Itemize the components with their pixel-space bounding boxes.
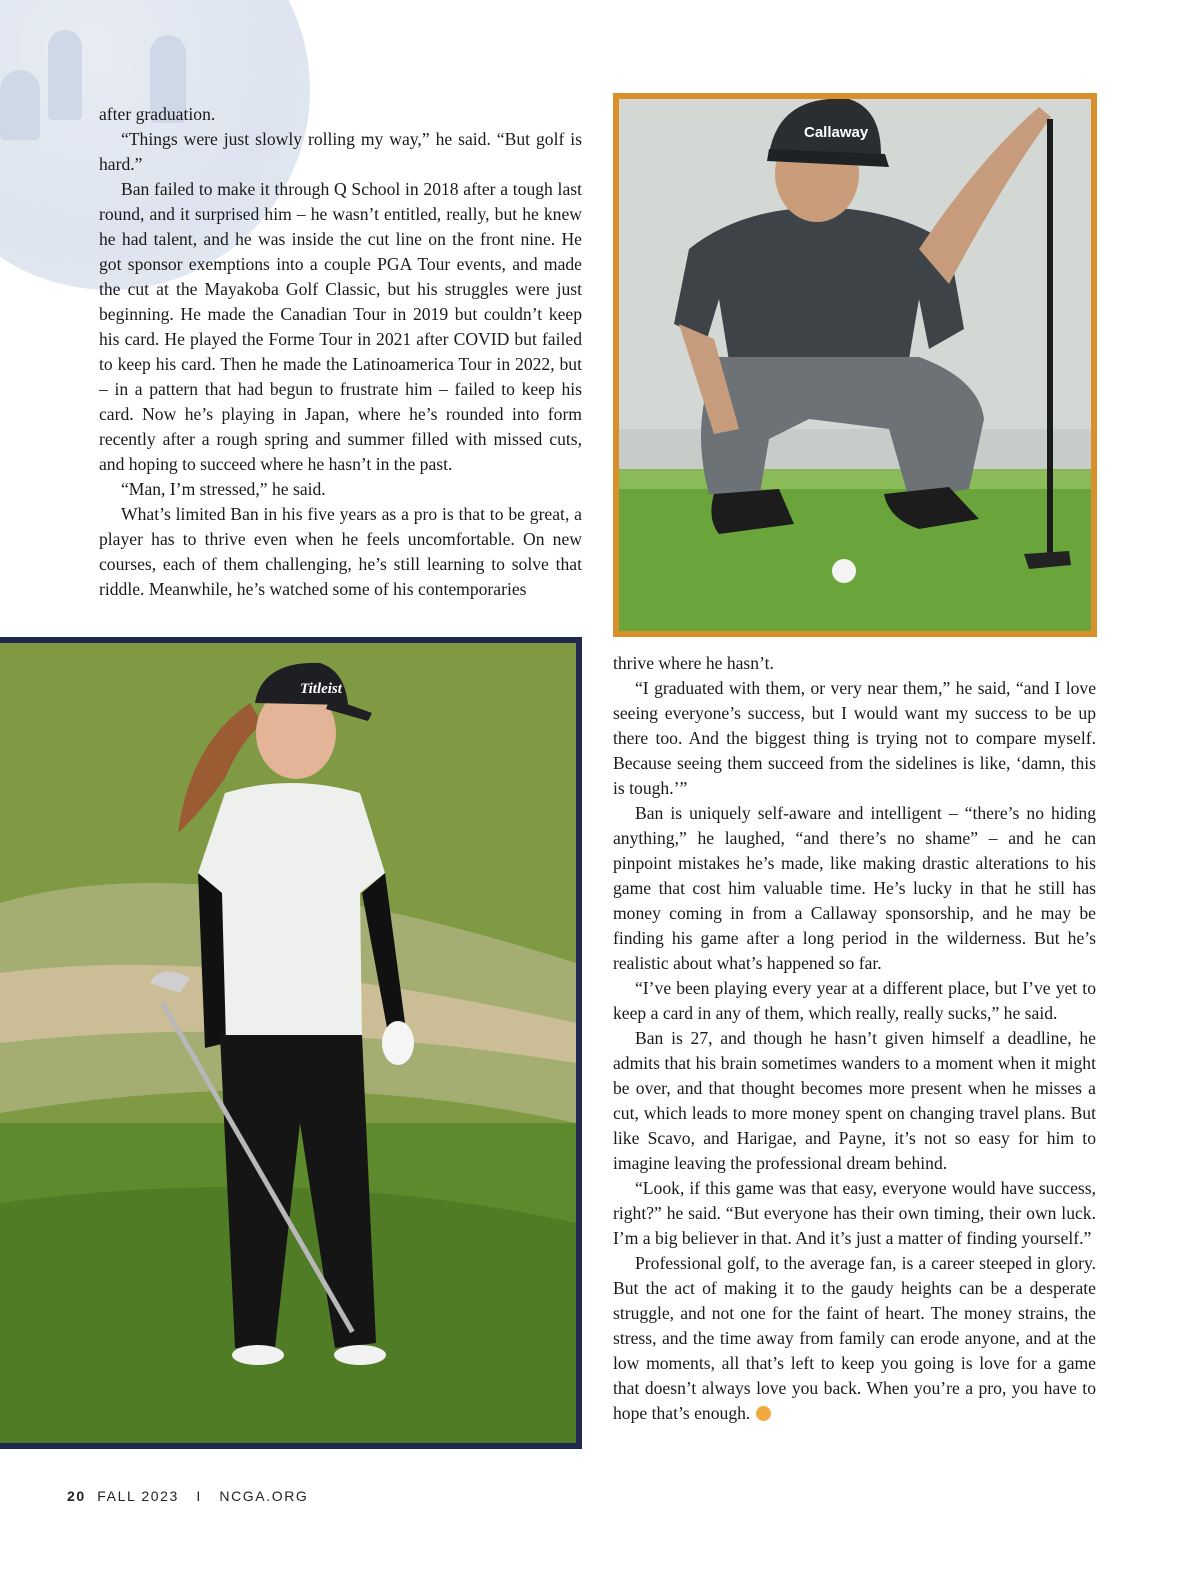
article-paragraph: after graduation. — [99, 104, 216, 124]
article-paragraph: “I’ve been playing every year at a different place, but I’ve yet to keep a card in any of them, which really, really sucks,” he said. — [613, 978, 1096, 1023]
article-paragraph: “I graduated with them, or very near them,” he said, “and I love seeing everyone’s success, but I would want my success to be up there too. And the biggest thing is trying not to compare myself. Because seeing them succeed from the sidelines is like, ‘damn, this is tough.’” — [613, 678, 1096, 798]
footer-separator: I — [196, 1488, 202, 1504]
article-column-right — [613, 651, 1096, 1426]
photo-golfer-reading-putt — [613, 93, 1097, 637]
article-paragraph: Professional golf, to the average fan, is a career steeped in glory. But the act of making it to the gaudy heights can be a desperate struggle, and not one for the faint of heart. The money strains, the stress, and the time away from family can erode anyone, and at the low moments, all that’s left to keep you going is love for a game that doesn’t always love you back. When you’re a pro, you have to hope that’s enough. — [613, 1253, 1096, 1423]
article-column-left — [99, 102, 582, 602]
cap-logo-callaway: Callaway — [804, 124, 869, 141]
article-paragraph: “Look, if this game was that easy, everyone would have success, right?” he said. “But everyone has their own timing, their own luck. I’m a big believer in that. And it’s just a matter of finding yourself.” — [613, 1178, 1096, 1248]
photo-golfer-with-wedge — [0, 637, 582, 1449]
article-paragraph: “Man, I’m stressed,” he said. — [121, 479, 326, 499]
background-golf-bag-silhouette — [0, 70, 40, 140]
page-number: 20 — [67, 1488, 86, 1504]
article-paragraph: Ban is uniquely self-aware and intelligent – “there’s no hiding anything,” he laughed, “and there’s no shame” – and he can pinpoint mistakes he’s made, like making drastic alterations to his game that cost him valuable time. He’s lucky in that he still has money coming in from a Callaway sponsorship, and he may be finding his game after a long period in the wilderness. But he’s realistic about what’s happened so far. — [613, 803, 1096, 973]
background-golfer-silhouette — [48, 30, 82, 120]
golfer-putt-illustration — [619, 99, 1091, 631]
article-paragraph: Ban failed to make it through Q School in 2018 after a tough last round, and it surprised him – he wasn’t entitled, really, but he knew he had talent, and he was inside the cut line on the front nine. He got sponsor exemptions into a couple PGA Tour events, and made the cut at the Mayakoba Golf Classic, but his struggles were just beginning. He made the Canadian Tour in 2019 but couldn’t keep his card. He played the Forme Tour in 2021 after COVID but failed to keep his card. Then he made the Latinoamerica Tour in 2022, but – in a pattern that had begun to frustrate him – failed to keep his card. Now he’s playing in Japan, where he’s rounded into form recently after a rough spring and summer filled with missed cuts, and hoping to succeed where he hasn’t in the past. — [99, 179, 582, 474]
golfer-wedge-illustration — [0, 643, 576, 1443]
page-footer — [67, 1488, 308, 1504]
end-of-story-icon — [756, 1406, 771, 1421]
article-paragraph: Ban is 27, and though he hasn’t given himself a deadline, he admits that his brain sometimes wanders to a moment when it might be over, and that thought becomes more present when he misses a cut, which leads to more money spent on changing travel plans. But like Scavo, and Harigae, and Payne, it’s not so easy for him to imagine leaving the professional dream behind. — [613, 1028, 1096, 1173]
cap-logo-titleist: Titleist — [300, 681, 342, 697]
issue-label: FALL 2023 — [97, 1488, 179, 1504]
site-link[interactable]: NCGA.ORG — [219, 1488, 309, 1504]
article-paragraph: “Things were just slowly rolling my way,” he said. “But golf is hard.” — [99, 129, 582, 174]
article-paragraph: thrive where he hasn’t. — [613, 653, 774, 673]
article-paragraph: What’s limited Ban in his five years as a pro is that to be great, a player has to thrive even when he feels uncomfortable. On new courses, each of them challenging, he’s still learning to solve that riddle. Meanwhile, he’s watched some of his contemporaries — [99, 504, 582, 599]
